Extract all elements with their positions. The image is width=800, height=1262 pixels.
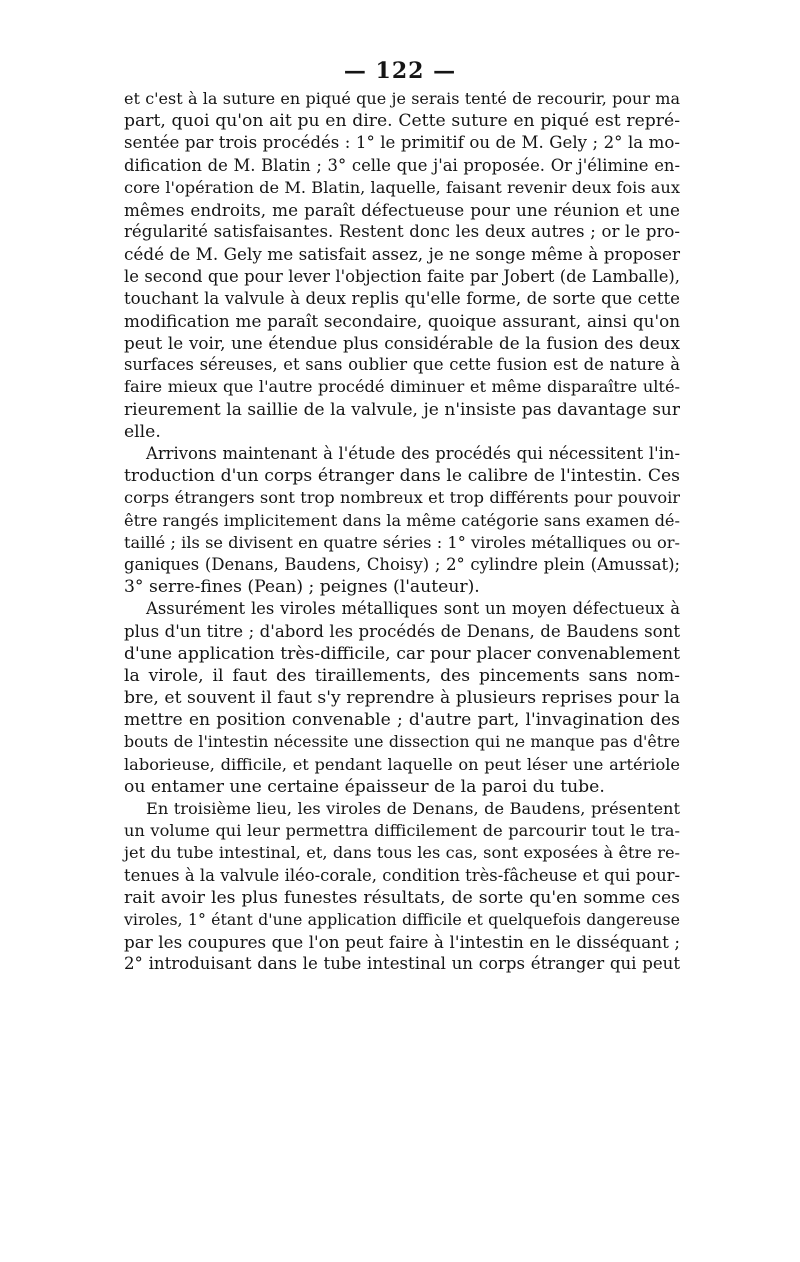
text-line: ganiques (Denans, Baudens, Choisy) ; 2° cylindre plein (Amussat);	[124, 554, 680, 574]
text-line: core l'opération de M. Blatin, laquelle, faisant revenir deux fois aux	[124, 177, 680, 197]
text-line: ou entamer une certaine épaisseur de la paroi du tube.	[124, 776, 605, 797]
text-line: En troisième lieu, les viroles de Denans, de Baudens, présentent	[146, 799, 680, 818]
text-line: laborieuse, difficile, et pendant laquelle on peut léser une artériole	[124, 754, 680, 774]
text-line: modification me paraît secondaire, quoique assurant, ainsi qu'on	[124, 310, 680, 331]
text-line: un volume qui leur permettra difficilement de parcourir tout le tra-	[124, 821, 680, 841]
text-line: le second que pour lever l'objection faite par Jobert (de Lamballe),	[124, 266, 680, 286]
text-line: faire mieux que l'autre procédé diminuer et même disparaître ulté-	[124, 377, 680, 397]
text-line: régularité satisfaisantes. Restent donc les deux autres ; or le pro-	[124, 222, 680, 242]
text-line: touchant la valvule à deux replis qu'elle forme, de sorte que cette	[124, 288, 680, 308]
text-line: viroles, 1° étant d'une application difficile et quelquefois dangereuse	[124, 909, 680, 929]
text-line: corps étrangers sont trop nombreux et trop différents pour pouvoir	[124, 488, 680, 508]
text-line: Arrivons maintenant à l'étude des procédés qui nécessitent l'in-	[146, 444, 680, 463]
text-line: jet du tube intestinal, et, dans tous les cas, sont exposées à être re-	[124, 843, 680, 863]
text-line: peut le voir, une étendue plus considérable de la fusion des deux	[124, 333, 680, 354]
body-text	[124, 88, 680, 976]
text-line: être rangés implicitement dans la même catégorie sans examen dé-	[124, 510, 680, 530]
text-line: surfaces séreuses, et sans oublier que cette fusion est de nature à	[124, 355, 680, 375]
text-line: 2° introduisant dans le tube intestinal un corps étranger qui peut	[124, 954, 680, 974]
text-line: rait avoir les plus funestes résultats, de sorte qu'en somme ces	[124, 887, 680, 908]
text-line: cédé de M. Gely me satisfait assez, je ne songe même à proposer	[124, 244, 680, 265]
text-line: part, quoi qu'on ait pu en dire. Cette suture en piqué est repré-	[124, 111, 680, 132]
text-line: dification de M. Blatin ; 3° celle que j'ai proposée. Or j'élimine en-	[124, 155, 680, 175]
text-line: plus d'un titre ; d'abord les procédés de Denans, de Baudens sont	[124, 621, 680, 641]
text-line: la virole, il faut des tiraillements, des pincements sans nom-	[124, 665, 680, 686]
text-line: elle.	[124, 421, 161, 442]
text-line: mettre en position convenable ; d'autre part, l'invagination des	[124, 710, 680, 731]
text-line: 3° serre-fines (Pean) ; peignes (l'auteur).	[124, 577, 480, 598]
page-number: — 122 —	[343, 58, 457, 84]
text-line: Assurément les viroles métalliques sont un moyen défectueux à	[146, 599, 680, 619]
text-line: rieurement la saillie de la valvule, je n'insiste pas davantage sur	[124, 399, 680, 420]
text-line: bre, et souvent il faut s'y reprendre à plusieurs reprises pour la	[124, 688, 680, 709]
text-line: taillé ; ils se divisent en quatre séries : 1° viroles métalliques ou or-	[124, 532, 680, 552]
text-line: mêmes endroits, me paraît défectueuse pour une réunion et une	[124, 199, 680, 220]
text-line: sentée par trois procédés : 1° le primitif ou de M. Gely ; 2° la mo-	[124, 133, 680, 153]
text-line: par les coupures que l'on peut faire à l'intestin en le disséquant ;	[124, 932, 680, 953]
text-line: troduction d'un corps étranger dans le calibre de l'intestin. Ces	[124, 466, 680, 487]
text-line: tenues à la valvule iléo-corale, condition très-fâcheuse et qui pour-	[124, 865, 680, 885]
text-line: d'une application très-difficile, car pour placer convenablement	[124, 643, 680, 664]
text-line: et c'est à la suture en piqué que je serais tenté de recourir, pour ma	[124, 89, 680, 108]
text-line: bouts de l'intestin nécessite une dissection qui ne manque pas d'être	[124, 732, 680, 752]
